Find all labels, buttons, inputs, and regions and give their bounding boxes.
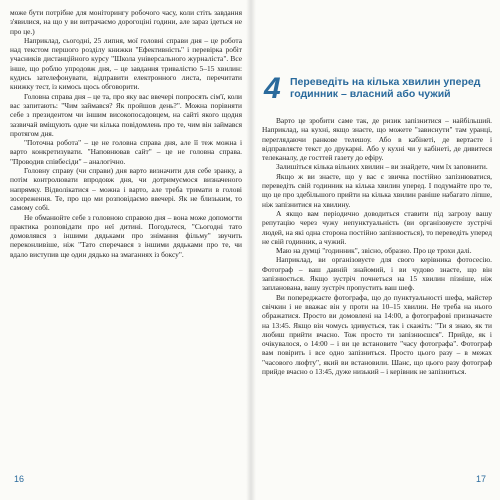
section-title: Переведіть на кілька хвилин уперед годинник – власний або чужий [290, 76, 481, 100]
right-paragraph-4: А якщо вам періодично доводиться ставити під загрозу вашу репутацію через чужу непунктуальність (ви організовуєте зустрічі людей, на які одна сторона постійно запізнюється), то переведіть уперед не свій годинник, а чужий. [262, 208, 492, 246]
right-paragraph-6: Наприклад, ви організовуєте для свого керівника фотосесію. Фотограф – ваш давній знайомий, і ви чудово знаєте, що він запізнюється. Якщо зустріч почнеться на 15 хвилин пізніше, ніж запланована, вашу зустріч пропустить ваш шеф. [262, 255, 492, 293]
right-page [262, 8, 492, 376]
section-heading [262, 74, 492, 110]
left-paragraph-5: Головну справу (чи справи) дня варто визначити для себе зранку, а потім контролювати впродовж дня, чи дотримуємося визначеного напрямку. Відволікатися – можна і варто, але треба тримати в голові зосереження. Те, про що ми розповідаємо ввечері. Як не близьким, то самому собі. [10, 166, 242, 213]
right-page-number: 17 [476, 474, 487, 484]
chapter-number: 4 [264, 72, 281, 105]
right-paragraph-3: Якщо ж ви знаєте, що у вас є звичка постійно запізнюватися, переведіть свій годинник на кілька хвилин уперед. І подумайте про те, що це про здебільшого прийти на кілька хвилин раніше набагато ліпше, ніж запізнитися на хвилину. [262, 171, 492, 209]
right-paragraph-7: Ви попереджаєте фотографа, що до пунктуальності шефа, майстер свічкин і не вважає він у проти на 10–15 хвилин. Не треба на нього ображатися. Просто ви домовлені на 14:00, а фотографові призначаєте на 13:45. Якщо він чомусь здивується, так і скажіть: "Ти я знаю, як ти любиш прийти вчасно. Тож просто ти запізнюєшся". Прийде, як і очікувалося, о 14:00 – і ви це встановите "часу фотографа". Фотограф вам повірить і все одно запізниться. Просто цього разу – в межах "часового люфту", який ви встановили. Шанс, що цього разу фотограф прийде вчасно о 13:45, дуже низький – і керівник не запізниться. [262, 292, 492, 377]
left-paragraph-4: "Поточна робота" – це не головна справа дня, але її теж можна і варто конкретизувати. "Наповнював сайт" – це не головна справа. "Проводив співбесіди" – аналогічно. [10, 138, 242, 166]
left-paragraph-2: Наприклад, сьогодні, 25 липня, мої головні справи дня – це робота над текстом першого розділу книжки "Ефективність" і перевірка робіт учасників дистанційного курсу "Школа універсального журналіста". Все інше, що роблю упродовж дня, – це завдання тривалістю 5–15 хвилин: кудись зателефонувати, відправити електронного листа, перечитати книжку тест, із кимось щось обговорити. [10, 35, 242, 92]
right-paragraph-2: Залишіться кілька вільних хвилин – ви знайдете, чим їх заповнити. [276, 162, 488, 172]
right-paragraph-5: Маю на думці "годинник", звісно, образно. Про це трохи далі. [276, 246, 472, 256]
left-page-number: 16 [14, 474, 25, 484]
left-page [10, 8, 242, 259]
left-paragraph-1: може бути потрібне для моніторингу робочого часу, коли стіть завдання з'явилися, на що у ви витрачаємо дорогоціні години, але зараз ідеться не про це.) [10, 8, 242, 36]
book-gutter [246, 0, 256, 500]
right-paragraph-1: Варто це зробити саме так, де ризик запізнитися – найбільший. Наприклад, на кухні, якщо знаєте, що можете "зависнути" там уранці, переглядаючи ранкове телешоу. Або в кабінеті, де вертаєте і відправляєте текст до друкарні. Або у кухні чи у кабінеті, де дивитеся телеканалу, де госттей газету до ефіру. [262, 116, 492, 163]
left-paragraph-6: Не обманюйте себе з головною справою дня – вона може допомогти практика розповідати про неї дитині. Погодьтеся, "Сьогодні тато домовлявся з іншими дядьками про знімання фільму" звучить переконливіше, ніж "Тато сперечався з іншими дядьками про те, чи вдало виступив ще один дядько на змаганнях із боксу". [10, 212, 242, 259]
left-paragraph-3: Головна справа дня – це та, про яку вас ввечері попросять сім'ї, коли вас запитають: "Чим займався? Як пройшов день?". Можна порівняти себе з президентом чи іншим високопосадовцем, на сайті якого щодня зазвичай вміщують одне чи кілька повідомлень про те, чим він займався протягом дня. [10, 91, 242, 138]
